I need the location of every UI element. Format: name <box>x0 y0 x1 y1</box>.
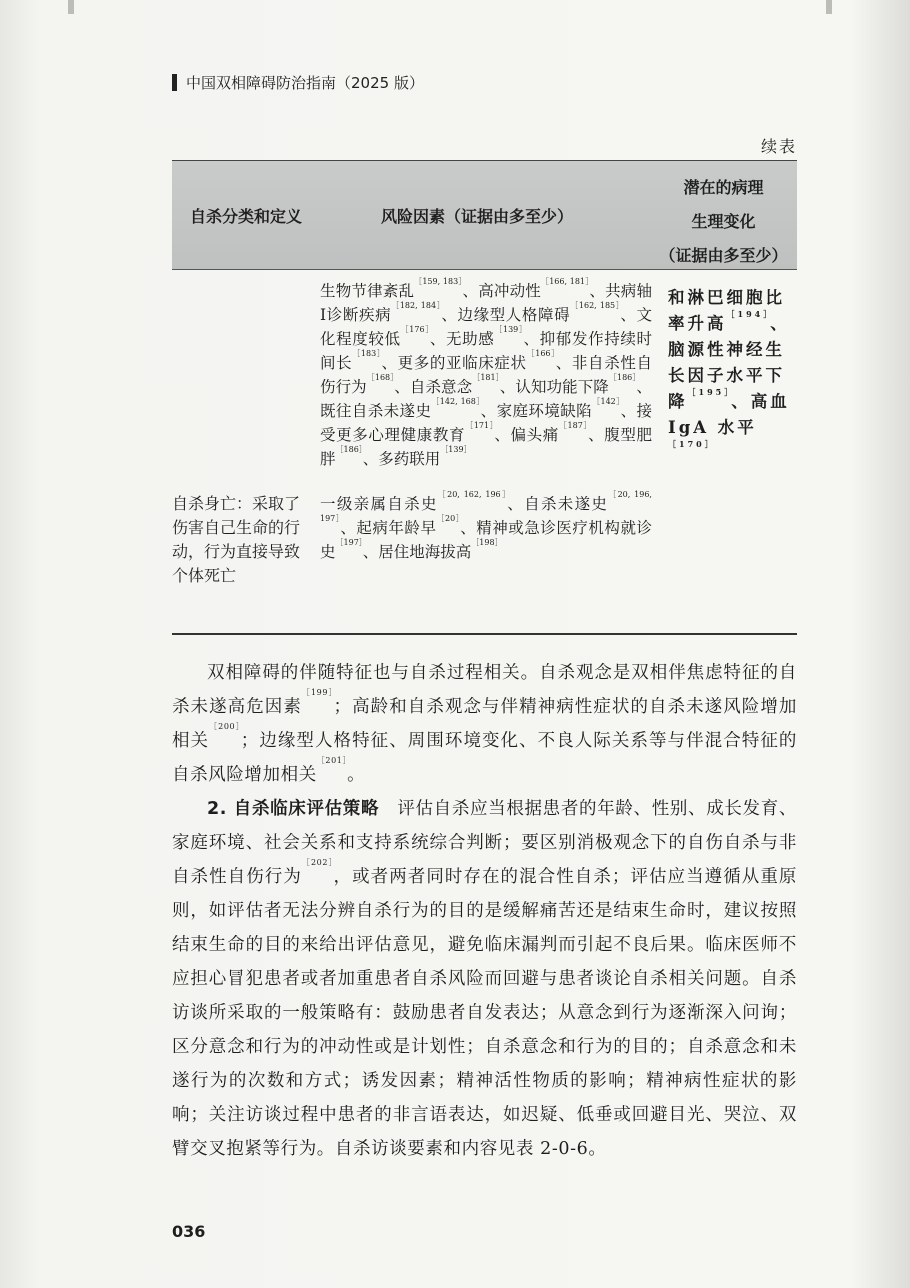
table-cell-definition: 自杀身亡：采取了伤害自己生命的行动，行为直接导致个体死亡 <box>172 494 301 585</box>
citation-ref: ［186］ <box>608 373 637 382</box>
citation-ref: ［20, 196, 197］ <box>320 490 652 523</box>
citation-ref: ［181］ <box>472 373 500 382</box>
citation-ref: ［20］ <box>436 514 461 523</box>
table-cell-risk-factors: 一级亲属自杀史$^{[20, 162, 196]}$、自杀未遂史$^{[20, 196, 197]}$、起病年龄早$^{[20]}$、精神或急诊医疗机构就诊史$^{[197]}$、居住地海拔高$^{[198]}$ <box>320 490 652 561</box>
header-risk-factors: 风险因素（证据由多至少） <box>380 207 573 226</box>
body-paragraph <box>172 656 797 792</box>
body-paragraph <box>172 792 797 1166</box>
table-cell-pathology: 和淋巴细胞比率升高$^{[194]}$、脑源性神经生长因子水平下降$^{[195]}$、高血 IgA 水平$^{[170]}$ <box>668 288 790 449</box>
citation-ref: ［20, 162, 196］ <box>437 490 508 499</box>
citation-ref: ［139］ <box>440 445 472 454</box>
citation-ref: ［195］ <box>687 387 732 397</box>
citation-ref: ［162, 185］ <box>570 301 621 310</box>
continued-label: 续表 <box>760 137 797 156</box>
page-number: 036 <box>172 1222 206 1241</box>
citation-ref: ［176］ <box>400 325 430 334</box>
section-lead: 2. 自杀临床评估策略 <box>207 799 380 819</box>
citation-ref: ［200］ <box>209 722 241 731</box>
citation-ref: ［201］ <box>316 756 348 765</box>
citation-ref: ［171］ <box>465 421 495 430</box>
header-pathology <box>650 171 797 273</box>
citation-ref: ［194］ <box>726 309 771 319</box>
citation-ref: ［142, 168］ <box>431 397 481 406</box>
citation-ref: ［182, 184］ <box>391 301 442 310</box>
citation-ref: ［170］ <box>668 439 716 449</box>
header-pathology-line: 生理变化 <box>691 212 756 231</box>
table-bottom-rule <box>172 633 797 635</box>
citation-ref: ［199］ <box>301 688 334 697</box>
scan-edge-mark <box>68 0 74 14</box>
citation-ref: ［183］ <box>352 349 382 358</box>
paragraph-text: 双相障碍的伴随特征也与自杀过程相关。自杀观念是双相伴焦虑特征的自杀未遂高危因素$^{[199]}$；高龄和自杀观念与伴精神病性症状的自杀未遂风险增加相关$^{[200]}$；边缘型人格特征、周围环境变化、不良人际关系等与伴混合特征的自杀风险增加相关$^{[201]}$。 <box>172 663 797 785</box>
citation-ref: ［166, 181］ <box>541 277 590 286</box>
scan-edge-mark <box>826 0 832 14</box>
running-header <box>172 72 424 93</box>
header-pathology-line: 潜在的病理 <box>683 178 764 197</box>
running-header-text: 中国双相障碍防治指南（2025 版） <box>186 74 424 92</box>
citation-ref: ［202］ <box>301 858 334 867</box>
citation-ref: ［187］ <box>558 421 589 430</box>
citation-ref: ［159, 183］ <box>414 277 463 286</box>
header-pathology-line: （证据由多至少） <box>659 246 788 265</box>
citation-ref: ［166］ <box>526 349 556 358</box>
citation-ref: ［186］ <box>335 445 363 454</box>
header-bar <box>172 74 177 91</box>
table-header <box>172 160 797 270</box>
table-cell-risk-factors: 生物节律紊乱$^{[159, 183]}$、高冲动性$^{[166, 181]}$、共病轴Ⅰ诊断疾病$^{[182, 184]}$、边缘型人格障碍$^{[162, 185]}$、文化程度较低$^{[176]}$、无助感$^{[139]}$、抑郁发作持续时间长$^{[183]}$、更多的亚临床症状$^{[166]}$、非自杀性自伤行为$^{[168]}$、自杀意念$^{[181]}$、认知功能下降$^{[186]}$、既往自杀未遂史$^{[142, 168]}$、家庭环境缺陷$^{[142]}$、接受更多心理健康教育$^{[171]}$、偏头痛$^{[187]}$、腹型肥胖$^{[186]}$、多药联用$^{[139]}$ <box>320 277 653 468</box>
citation-ref: ［197］ <box>335 538 363 547</box>
paragraph-text <box>172 792 797 1166</box>
citation-ref: ［139］ <box>494 325 524 334</box>
header-definition: 自杀分类和定义 <box>189 207 302 226</box>
citation-ref: ［142］ <box>592 397 621 406</box>
paragraph-body: 评估自杀应当根据患者的年龄、性别、成长发育、家庭环境、社会关系和支持系统综合判断；要区别消极观念下的自伤自杀与非自杀性自伤行为$^{[202]}$，或者两者同时存在的混合性自杀；评估应当遵循从重原则，如评估者无法分辨自杀行为的目的是缓解痛苦还是结束生命时，建议按照结束生命的目的来给出评估意见，避免临床漏判而引起不良后果。临床医师不应担心冒犯患者或者加重患者自杀风险而回避与患者谈论自杀相关问题。自杀访谈所采取的一般策略有：鼓励患者自发表达；从意念到行为逐渐深入问询；区分意念和行为的冲动性或是计划性；自杀意念和行为的目的；自杀意念和未遂行为的次数和方式；诱发因素；精神活性物质的影响；精神病性症状的影响；关注访谈过程中患者的非言语表达，如迟疑、低垂或回避目光、哭泣、双臂交叉抱紧等行为。自杀访谈要素和内容见表 2-0-6。 <box>172 799 797 1159</box>
citation-ref: ［198］ <box>471 538 503 547</box>
citation-ref: ［168］ <box>366 373 395 382</box>
